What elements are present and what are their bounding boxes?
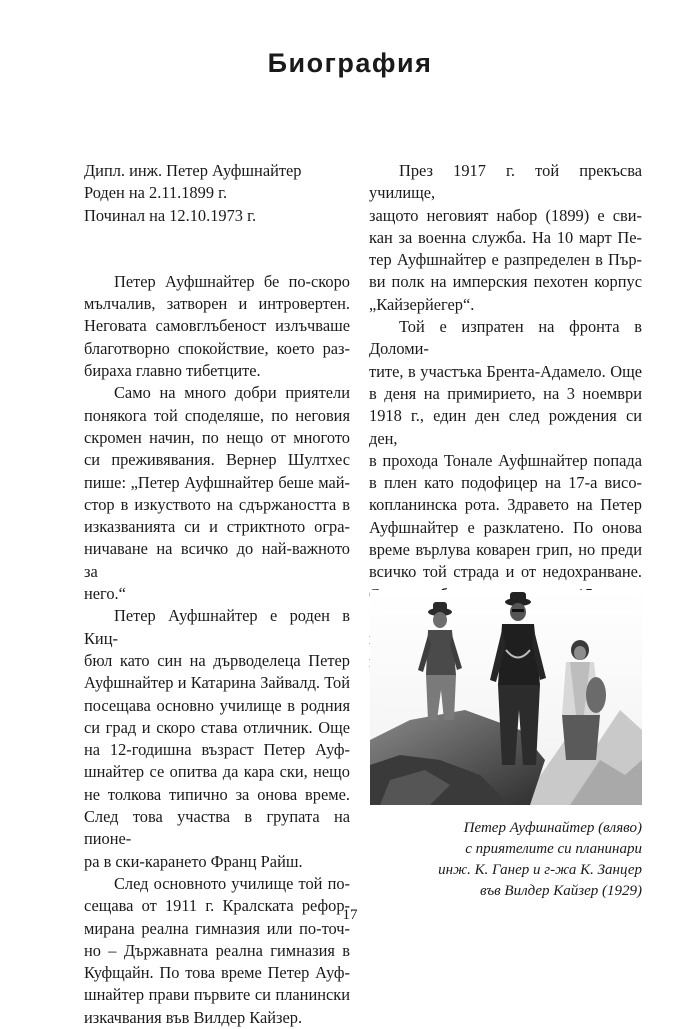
paragraph — [84, 605, 350, 873]
paragraph — [84, 873, 350, 1029]
text-line: копланинска рота. Здравето на Петер — [369, 495, 642, 515]
text-line: всичко той страда и от недохранване. — [369, 562, 642, 582]
text-line: шнайтер прави първите си планински — [84, 985, 350, 1005]
text-line: мирана реална гимназия или по-точ- — [84, 918, 350, 938]
photo-caption — [370, 818, 642, 902]
text-line: Ауфшнайтер е разклатено. По онова — [369, 517, 642, 537]
text-line: но – Държавната реална гимназия в — [84, 940, 350, 960]
left-column — [84, 160, 350, 1029]
text-line: кан за военна служба. На 10 март Пе- — [369, 227, 642, 247]
text-line: След това участва в групата на пионе- — [84, 807, 350, 849]
text-line: скромен начин, по нещо от многото — [84, 427, 350, 447]
text-line: изказванията си и стриктното огра- — [84, 517, 350, 537]
text-line: защото неговият набор (1899) е сви- — [369, 205, 642, 225]
text-line: бираха главно тибетците. — [84, 361, 261, 381]
text-line: мълчалив, затворен и интровертен. — [84, 294, 350, 314]
caption-line: във Вилдер Кайзер (1929) — [480, 883, 642, 899]
text-line: сещава от 1911 г. Кралската рефор- — [84, 896, 350, 916]
text-line: „Кайзерйегер“. — [369, 294, 475, 314]
caption-line: с приятелите си планинари — [465, 841, 642, 857]
page-number: 17 — [342, 907, 358, 923]
text-line: него.“ — [84, 584, 126, 604]
header-info-name: Дипл. инж. Петер Ауфшнайтер — [84, 161, 302, 180]
text-line: в плен като подофицер на 17-а висо- — [369, 473, 642, 493]
text-line: Само на много добри приятели — [114, 383, 350, 403]
text-line: ра в ски-карането Франц Райш. — [84, 851, 303, 871]
caption-line: инж. К. Ганер и г-жа К. Занцер — [438, 862, 642, 878]
text-line: След основното училище той по- — [114, 873, 350, 893]
paragraph — [369, 160, 642, 316]
text-line: пише: „Петер Ауфшнайтер беше май- — [84, 472, 350, 492]
header-info-died: Починал на 12.10.1973 г. — [84, 205, 257, 225]
text-line: шнайтер се опитва да кара ски, нещо — [84, 762, 350, 782]
caption-line: Петер Ауфшнайтер (вляво) — [463, 820, 642, 836]
page-title: Биография — [267, 48, 433, 78]
text-line: не толкова типично за онова време. — [84, 784, 350, 804]
text-line: стор в изкуството на сдържаността в — [84, 494, 350, 514]
text-line: в деня на примирието, на 3 ноември — [369, 383, 642, 403]
text-line: изкачвания във Вилдер Кайзер. — [84, 1007, 303, 1027]
text-line: тите, в участъка Брента-Адамело. Още — [369, 361, 642, 381]
paragraph — [84, 271, 350, 382]
text-line: си преживявания. Вернер Шултхес — [84, 450, 350, 470]
text-line: Петер Ауфшнайтер бе по-скоро — [114, 271, 350, 291]
text-line: 1918 г., един ден след рождения си ден, — [369, 406, 642, 448]
text-line: време върлува коварен грип, но преди — [369, 540, 642, 560]
paragraph — [84, 382, 350, 605]
text-line: През 1917 г. той прекъсва училище, — [369, 161, 642, 203]
text-line: понякога той споделяше, по неговия — [84, 405, 350, 425]
header-info-born: Роден на 2.11.1899 г. — [84, 183, 228, 203]
text-line: на 12-годишна възраст Петер Ауф- — [84, 740, 350, 760]
text-line: Ауфшнайтер и Катарина Зайвалд. Той — [84, 673, 350, 693]
text-line: посещава основно училище в родния — [84, 695, 350, 715]
text-line: Петер Ауфшнайтер е роден в Киц- — [84, 606, 350, 648]
text-line: Той е изпратен на фронта в Доломи- — [369, 317, 642, 359]
text-line: ничаване на всичко до най-важното за — [84, 539, 350, 581]
text-line: бюл като син на дърводелеца Петер — [84, 650, 350, 670]
mountaineers-photo — [370, 590, 642, 805]
text-line: ви полк на имперския пехотен корпус — [369, 272, 642, 292]
text-line: Неговата самовглъбеност излъчваше — [84, 316, 350, 336]
text-line: благотворно спокойствие, което раз- — [84, 338, 350, 358]
text-line: Куфщайн. По това време Петер Ауф- — [84, 963, 350, 983]
text-line: в прохода Тонале Ауфшнайтер попада — [369, 450, 642, 470]
text-line: тер Ауфшнайтер е разпределен в Пър- — [369, 250, 642, 270]
text-line: си град и скоро става отличник. Още — [84, 717, 350, 737]
